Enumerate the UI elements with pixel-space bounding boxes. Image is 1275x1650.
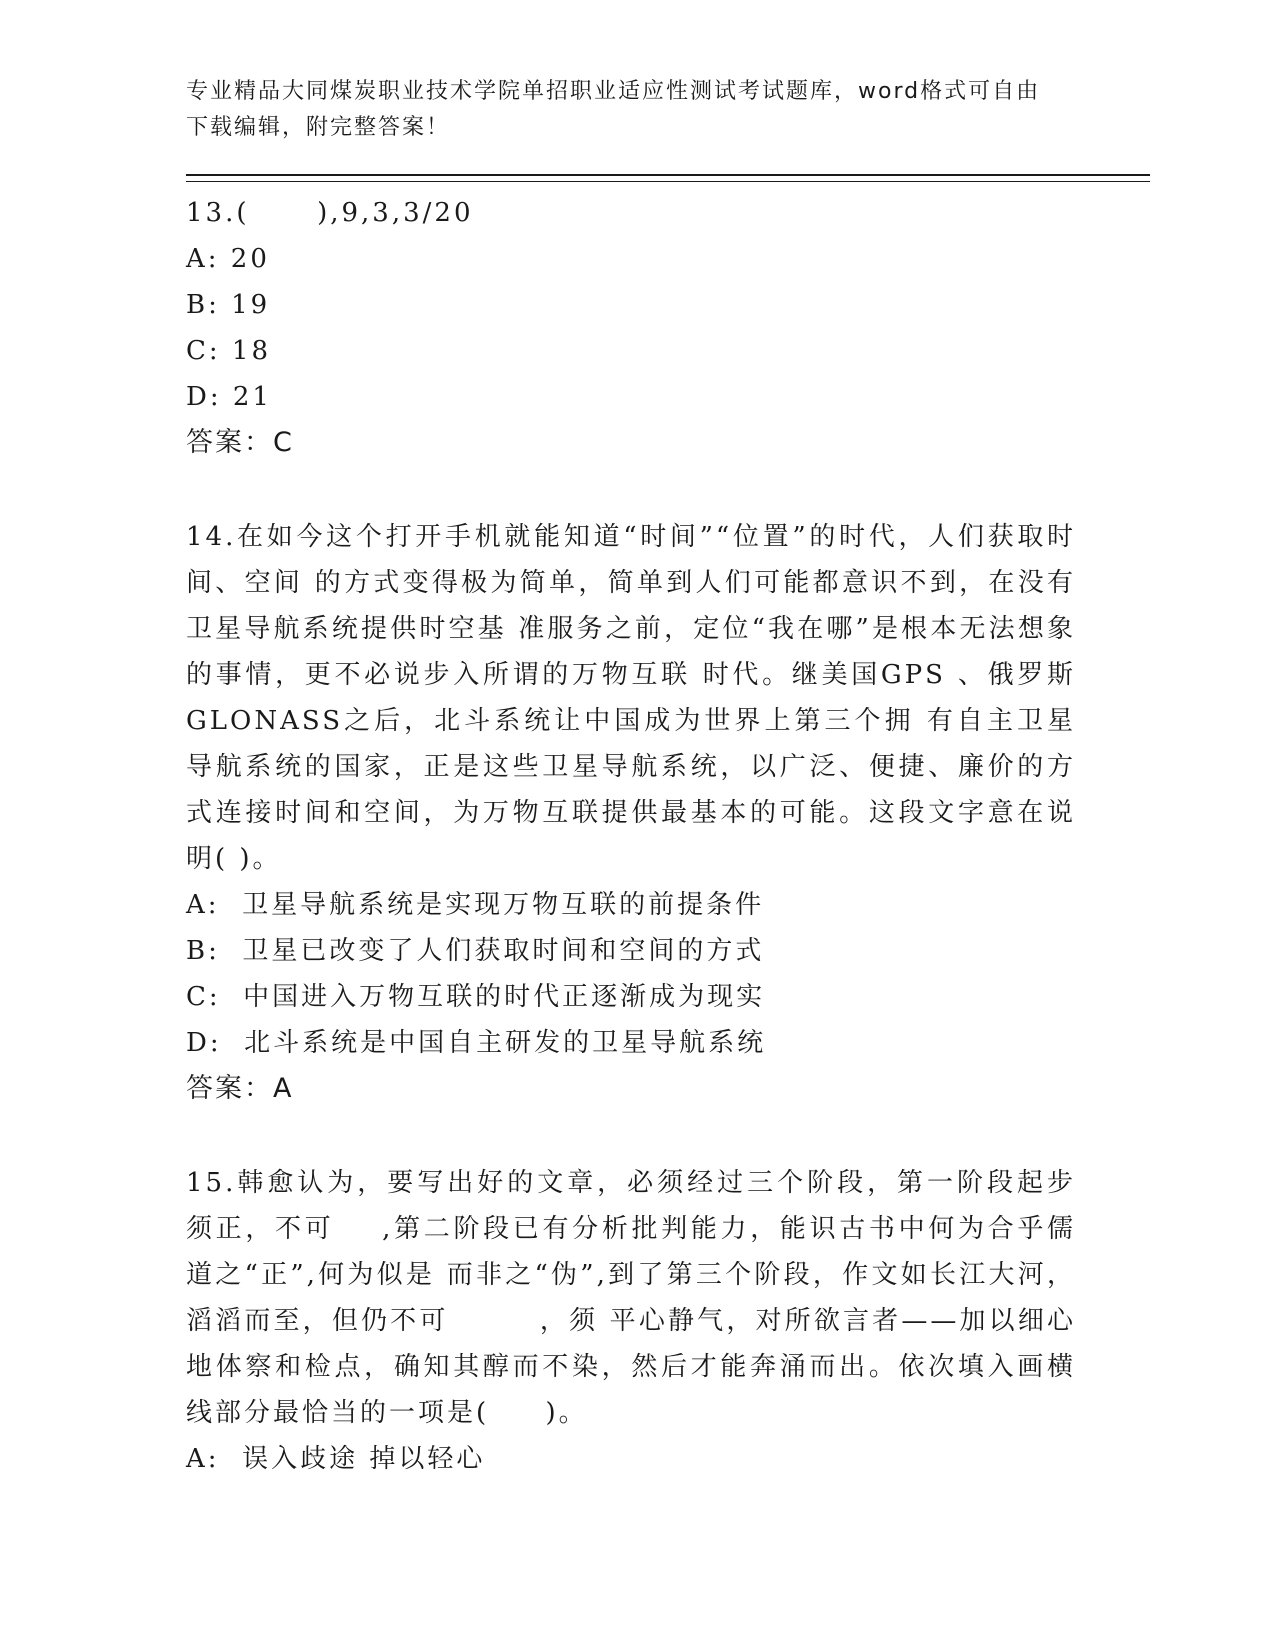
answer-line: 答案：A <box>186 1073 294 1104</box>
question-spacer <box>186 466 1076 514</box>
option-a: A: 卫星导航系统是实现万物互联的前提条件 <box>186 890 765 920</box>
header-line-2: 下载编辑，附完整答案！ <box>186 115 451 140</box>
option-a: A: 误入歧途 掉以轻心 <box>186 1444 486 1474</box>
question-15 <box>186 1160 1076 1482</box>
option-c: C: 中国进入万物互联的时代正逐渐成为现实 <box>186 982 766 1012</box>
question-stem: 13.( ),9,3,3/20 <box>186 198 474 228</box>
header-divider-thin <box>186 181 1150 182</box>
answer-line: 答案：C <box>186 427 294 458</box>
question-spacer <box>186 1112 1076 1160</box>
header-divider-thick <box>186 174 1150 176</box>
option-c: C: 18 <box>186 336 272 366</box>
option-b: B: 19 <box>186 290 271 320</box>
question-stem: 15.韩愈认为，要写出好的文章，必须经过三个阶段，第一阶段起步须正，不可 ,第二阶段已有分析批判能力，能识古书中何为合乎儒道之“正”,何为似是 而非之“伪”,到了第三个阶段，作文如长江大河，滔滔而至，但仍不可 ，须 平心静气，对所欲言者——加以细心地体察和检点，确知其醇而不染，然后才能奔涌而出。依次填入画横线部分最恰当的一项是( )。 <box>186 1168 1076 1428</box>
option-a: A: 20 <box>186 244 270 274</box>
document-header <box>186 74 1086 146</box>
option-d: D: 21 <box>186 382 272 412</box>
header-line-1: 专业精品大同煤炭职业技术学院单招职业适应性测试考试题库，word格式可自由 <box>186 79 1041 104</box>
question-14 <box>186 514 1088 1112</box>
question-list <box>186 190 1088 1482</box>
option-b: B: 卫星已改变了人们获取时间和空间的方式 <box>186 936 765 966</box>
question-13 <box>186 190 1076 466</box>
option-d: D: 北斗系统是中国自主研发的卫星导航系统 <box>186 1028 767 1058</box>
question-stem: 14.在如今这个打开手机就能知道“时间”“位置”的时代，人们获取时间、空间 的方式变得极为简单，简单到人们可能都意识不到，在没有卫星导航系统提供时空基 准服务之前，定位“我在哪”是根本无法想象的事情，更不必说步入所谓的万物互联 时代。继美国GPS 、俄罗斯 GLONASS之后，北斗系统让中国成为世界上第三个拥 有自主卫星导航系统的国家，正是这些卫星导航系统，以广泛、便捷、廉价的方式连接时间和空间，为万物互联提供最基本的可能。这段文字意在说明( )。 <box>186 522 1088 874</box>
